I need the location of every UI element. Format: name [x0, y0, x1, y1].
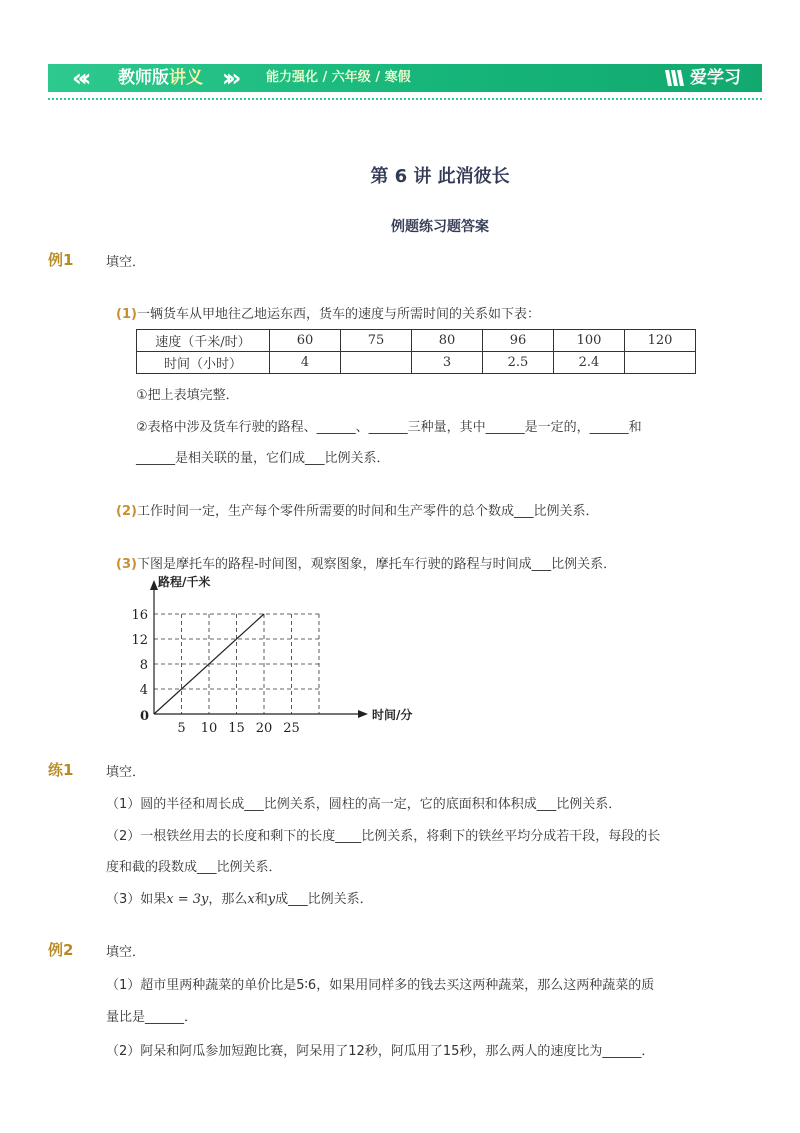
banner-title-main: 教师版: [118, 68, 169, 88]
logo: [664, 64, 741, 92]
speed-time-table: [136, 329, 696, 374]
chevron-left-icon: «‹: [72, 64, 86, 92]
ex2-q1-line2: 量比是______．: [106, 1010, 198, 1025]
ex1-q1-sub1: ①把上表填完整．: [136, 388, 239, 403]
lx1-q1: （1）圆的半径和周长成___比例关系，圆柱的高一定，它的底面积和体积成___比例关系．: [106, 797, 622, 812]
lx1-q3-and: 和: [254, 892, 268, 907]
ex1-q2-text: 工作时间一定，生产每个零件所需要的时间和生产零件的总个数成___比例关系．: [136, 504, 599, 519]
table-cell: 2.4: [554, 352, 625, 374]
ex1-q2-number: (2): [116, 504, 137, 519]
lx1-q2-line2: 度和截的段数成___比例关系．: [106, 860, 282, 875]
chevron-right-icon: ›»: [222, 64, 236, 92]
practice-1-label: 练1: [48, 761, 74, 779]
table-cell: 80: [412, 330, 483, 352]
header-divider: [48, 98, 762, 100]
table-cell: 75: [341, 330, 412, 352]
x-axis-arrow-icon: [358, 710, 368, 718]
lx1-q3-post: 成___比例关系．: [275, 892, 373, 907]
example-2-label: 例2: [48, 941, 74, 959]
x-tick-label: 15: [228, 721, 245, 736]
logo-icon: [664, 68, 686, 88]
table-cell: 2.5: [483, 352, 554, 374]
ex1-q1: [116, 303, 540, 322]
x-axis-label: 时间/分: [372, 708, 413, 722]
breadcrumb: 能力强化 / 六年级 / 寒假: [266, 70, 411, 85]
lx1-q2-line1: （2）一根铁丝用去的长度和剩下的长度____比例关系，将剩下的铁丝平均分成若干段，每段的长: [106, 829, 661, 844]
logo-text: 爱学习: [690, 68, 741, 88]
table-cell: [625, 352, 696, 374]
table-row: [137, 352, 696, 374]
table-cell: 3: [412, 352, 483, 374]
ex1-q2: [116, 500, 598, 519]
x-tick-label: 20: [255, 721, 273, 736]
y-tick-label: 16: [131, 608, 148, 623]
ex1-q1-sub2-line1: ②表格中涉及货车行驶的路程、______、______三种量，其中______是一定的，______和: [136, 420, 642, 435]
origin-label: 0: [140, 709, 150, 724]
banner-title: [118, 64, 203, 92]
lx1-q3-var-y: y: [267, 892, 276, 907]
section-title: 例题练习题答案: [391, 219, 489, 235]
y-axis-label: 路程/千米: [158, 575, 211, 589]
distance-time-chart: [130, 574, 430, 738]
example-1-label: 例1: [48, 251, 74, 269]
table-cell: 96: [483, 330, 554, 352]
table-cell: [341, 352, 412, 374]
banner-title-sub: 讲义: [169, 68, 203, 88]
practice-1-instruction: 填空．: [106, 765, 146, 780]
lx1-q3-mid: ，那么: [208, 892, 248, 907]
table-header-speed: 速度（千米/时）: [137, 330, 270, 352]
x-tick-label: 5: [177, 721, 186, 736]
ex1-q1-sub2-line2: ______是相关联的量，它们成___比例关系．: [136, 451, 390, 466]
table-header-time: 时间（小时）: [137, 352, 270, 374]
table-cell: 120: [625, 330, 696, 352]
ex2-q2: （2）阿呆和阿瓜参加短跑比赛，阿呆用了12秒，阿瓜用了15秒，那么两人的速度比为______．: [106, 1044, 655, 1059]
ex1-q3-number: (3): [116, 557, 137, 572]
ex1-q3-text: 下图是摩托车的路程-时间图，观察图象，摩托车行驶的路程与时间成___比例关系．: [136, 557, 617, 572]
table-cell: 60: [270, 330, 341, 352]
example-1-instruction: 填空．: [106, 255, 146, 270]
table-row: [137, 330, 696, 352]
lx1-q3: [106, 888, 373, 907]
x-tick-label: 25: [283, 721, 300, 736]
lecture-title: 第 6 讲 此消彼长: [370, 166, 510, 187]
table-cell: 100: [554, 330, 625, 352]
y-tick-label: 4: [139, 683, 148, 698]
lx1-q3-pre: （3）如果: [106, 892, 167, 907]
table-cell: 4: [270, 352, 341, 374]
example-2-instruction: 填空．: [106, 945, 146, 960]
ex1-q1-text: 一辆货车从甲地往乙地运东西，货车的速度与所需时间的关系如下表：: [136, 307, 540, 322]
y-tick-label: 8: [139, 658, 148, 673]
y-axis-arrow-icon: [150, 580, 158, 590]
y-tick-label: 12: [131, 633, 148, 648]
chart-grid: [154, 614, 319, 714]
ex1-q3: [116, 553, 616, 572]
ex2-q1-line1: （1）超市里两种蔬菜的单价比是5∶6，如果用同样多的钱去买这两种蔬菜，那么这两种蔬菜的质: [106, 978, 655, 993]
ex1-q1-number: (1): [116, 307, 137, 322]
lx1-q3-var-x: x: [247, 892, 255, 907]
lx1-q3-equation: x = 3y: [166, 892, 209, 907]
x-tick-label: 10: [200, 721, 218, 736]
